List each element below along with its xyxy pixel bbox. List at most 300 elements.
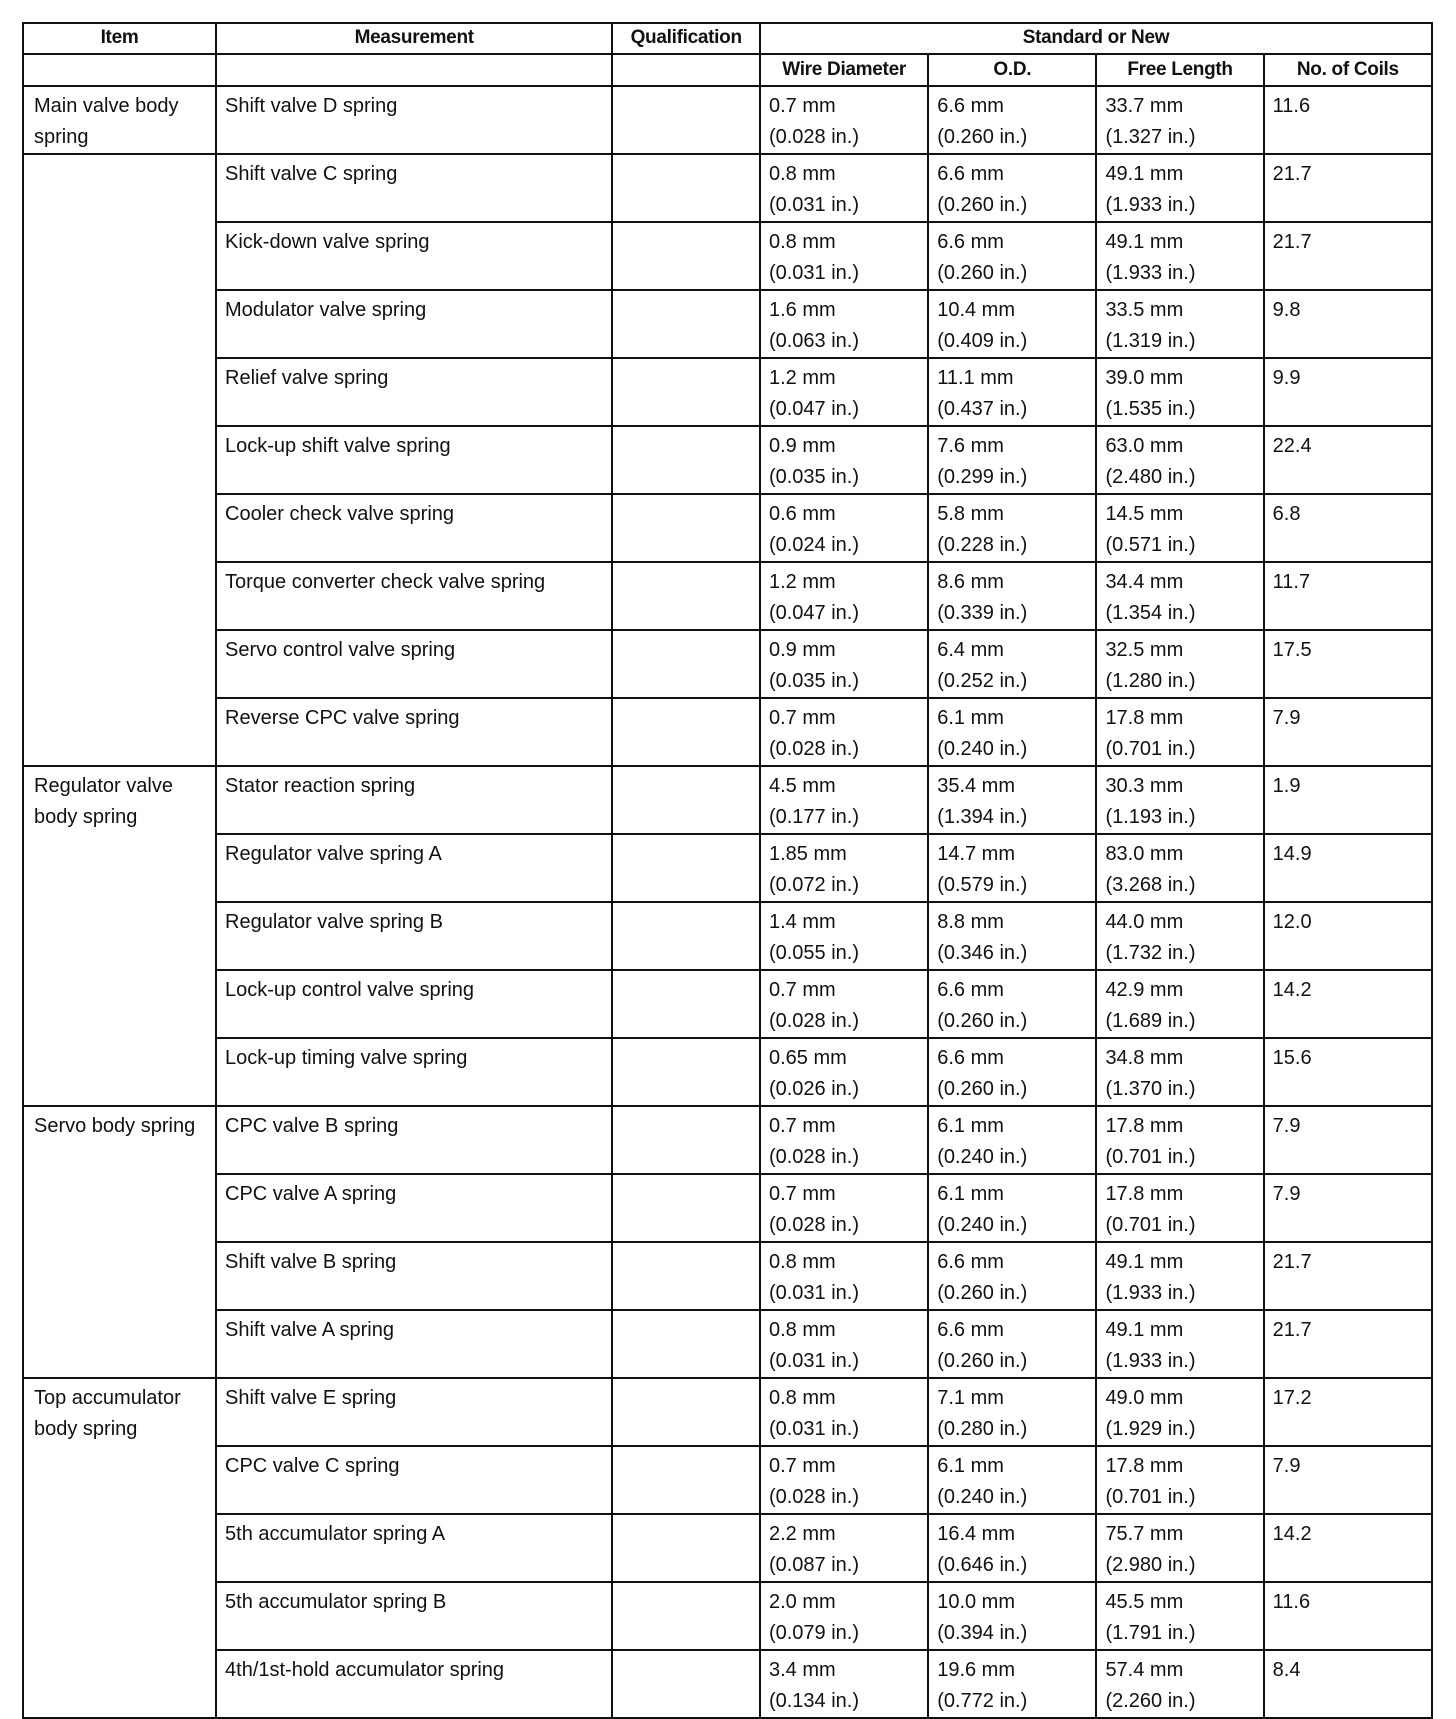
coils-cell [1264, 154, 1432, 222]
item-cell [23, 86, 216, 154]
qualification-cell [612, 630, 760, 698]
measurement-cell-value: CPC valve C spring [225, 1455, 400, 1477]
qualification-cell [612, 1038, 760, 1106]
table-row [23, 1582, 1432, 1650]
free-length-cell [1096, 1038, 1263, 1106]
wire-diameter-cell-value: (0.026 in.) [768, 1078, 860, 1100]
od-cell-value: (0.228 in.) [937, 534, 1028, 556]
measurement-cell-value: Modulator valve spring [225, 299, 427, 321]
wire-diameter-cell-value: 0.7 mm [768, 1183, 836, 1205]
od-cell [928, 290, 1096, 358]
measurement-cell-value: Cooler check valve spring [225, 503, 455, 525]
coils-cell-value: 22.4 [1272, 435, 1312, 457]
free-length-cell-value: 75.7 mm [1105, 1523, 1184, 1545]
od-cell [928, 1038, 1096, 1106]
free-length-cell-value: 49.1 mm [1105, 163, 1184, 185]
free-length-cell-value: 45.5 mm [1105, 1591, 1184, 1613]
table-row [23, 766, 1432, 834]
free-length-cell-value: (1.280 in.) [1105, 670, 1196, 692]
table-row [23, 1242, 1432, 1310]
od-cell-value: 6.1 mm [937, 1115, 1004, 1137]
measurement-cell-value: 4th/1st-hold accumulator spring [225, 1659, 505, 1681]
wire-diameter-cell-value: 1.85 mm [768, 843, 847, 865]
od-cell-value: (0.394 in.) [937, 1622, 1028, 1644]
table-row [23, 902, 1432, 970]
od-cell-value: 6.6 mm [937, 1319, 1004, 1341]
od-cell-value: (0.252 in.) [937, 670, 1028, 692]
subheader-empty [216, 54, 612, 86]
qualification-cell [612, 766, 760, 834]
od-cell-value: 6.6 mm [937, 231, 1004, 253]
coils-cell-value: 7.9 [1272, 707, 1301, 729]
od-cell [928, 834, 1096, 902]
table-row [23, 290, 1432, 358]
od-cell [928, 494, 1096, 562]
free-length-cell-value: (2.260 in.) [1105, 1690, 1196, 1712]
free-length-cell-value: (1.732 in.) [1105, 942, 1196, 964]
measurement-cell [216, 562, 612, 630]
wire-diameter-cell-value: 0.8 mm [768, 1251, 836, 1273]
od-cell-value: (0.299 in.) [937, 466, 1028, 488]
free-length-cell-value: (1.689 in.) [1105, 1010, 1196, 1032]
od-cell-value: (0.240 in.) [937, 1146, 1028, 1168]
qualification-cell [612, 154, 760, 222]
coils-cell-value: 14.9 [1272, 843, 1312, 865]
coils-cell [1264, 766, 1432, 834]
qualification-cell [612, 698, 760, 766]
wire-diameter-cell-value: (0.028 in.) [768, 1214, 860, 1236]
wire-diameter-cell-value: (0.031 in.) [768, 194, 860, 216]
coils-cell-value: 21.7 [1272, 231, 1312, 253]
od-cell-value: 16.4 mm [937, 1523, 1016, 1545]
free-length-cell [1096, 86, 1263, 154]
wire-diameter-cell-value: (0.047 in.) [768, 398, 860, 420]
qualification-cell [612, 834, 760, 902]
od-cell-value: (0.346 in.) [937, 942, 1028, 964]
free-length-cell-value: (1.933 in.) [1105, 194, 1196, 216]
item-cell [23, 766, 216, 1106]
table-row [23, 970, 1432, 1038]
free-length-cell [1096, 1650, 1263, 1718]
od-cell-value: (0.772 in.) [937, 1690, 1028, 1712]
od-cell-value: 10.0 mm [937, 1591, 1016, 1613]
wire-diameter-cell-value: (0.047 in.) [768, 602, 860, 624]
free-length-cell-value: 49.1 mm [1105, 231, 1184, 253]
wire-diameter-cell [760, 970, 928, 1038]
free-length-cell-value: 63.0 mm [1105, 435, 1184, 457]
coils-cell [1264, 1242, 1432, 1310]
free-length-cell-value: (1.933 in.) [1105, 1350, 1196, 1372]
free-length-cell [1096, 834, 1263, 902]
measurement-cell-value: Regulator valve spring B [225, 911, 443, 933]
coils-cell [1264, 1174, 1432, 1242]
od-cell-value: (0.240 in.) [937, 1214, 1028, 1236]
od-cell-value: 8.6 mm [937, 571, 1004, 593]
free-length-cell-value: 17.8 mm [1105, 1455, 1184, 1477]
coils-cell [1264, 358, 1432, 426]
subheader-empty [23, 54, 216, 86]
measurement-cell [216, 766, 612, 834]
wire-diameter-cell-value: (0.028 in.) [768, 1146, 860, 1168]
wire-diameter-cell-value: (0.134 in.) [768, 1690, 860, 1712]
od-cell-value: 6.6 mm [937, 1047, 1004, 1069]
od-cell-value: (0.260 in.) [937, 1078, 1028, 1100]
measurement-cell-value: 5th accumulator spring B [225, 1591, 447, 1613]
coils-cell-value: 11.7 [1272, 571, 1311, 593]
measurement-cell [216, 630, 612, 698]
free-length-cell-value: 49.1 mm [1105, 1319, 1184, 1341]
od-cell-value: 11.1 mm [937, 367, 1014, 389]
free-length-cell-value: 42.9 mm [1105, 979, 1184, 1001]
free-length-cell-value: (1.933 in.) [1105, 1282, 1196, 1304]
coils-cell-value: 11.6 [1272, 95, 1311, 117]
wire-diameter-cell-value: (0.072 in.) [768, 874, 860, 896]
coils-cell [1264, 1446, 1432, 1514]
measurement-cell [216, 1650, 612, 1718]
coils-cell-value: 6.8 [1272, 503, 1301, 525]
table-row [23, 698, 1432, 766]
wire-diameter-cell-value: (0.079 in.) [768, 1622, 860, 1644]
header-measurement: Measurement [216, 23, 612, 54]
od-cell [928, 562, 1096, 630]
od-cell [928, 86, 1096, 154]
coils-cell-value: 7.9 [1272, 1183, 1301, 1205]
od-cell-value: 7.6 mm [937, 435, 1004, 457]
free-length-cell [1096, 1582, 1263, 1650]
wire-diameter-cell-value: (0.035 in.) [768, 670, 860, 692]
free-length-cell-value: (1.193 in.) [1105, 806, 1196, 828]
free-length-cell-value: (1.319 in.) [1105, 330, 1196, 352]
free-length-cell-value: 34.4 mm [1105, 571, 1184, 593]
item-cell [23, 154, 216, 766]
coils-cell-value: 21.7 [1272, 1319, 1312, 1341]
table-row [23, 1378, 1432, 1446]
table-row [23, 630, 1432, 698]
od-cell-value: (0.409 in.) [937, 330, 1028, 352]
free-length-cell-value: (1.929 in.) [1105, 1418, 1196, 1440]
od-cell [928, 1514, 1096, 1582]
free-length-cell-value: (1.933 in.) [1105, 262, 1196, 284]
wire-diameter-cell [760, 1446, 928, 1514]
od-cell [928, 358, 1096, 426]
wire-diameter-cell-value: 0.8 mm [768, 163, 836, 185]
measurement-cell-value: Shift valve B spring [225, 1251, 397, 1273]
coils-cell-value: 8.4 [1272, 1659, 1301, 1681]
table-row [23, 1038, 1432, 1106]
measurement-cell [216, 698, 612, 766]
free-length-cell [1096, 970, 1263, 1038]
qualification-cell [612, 970, 760, 1038]
table-row [23, 562, 1432, 630]
qualification-cell [612, 358, 760, 426]
coils-cell [1264, 1514, 1432, 1582]
od-cell-value: (0.579 in.) [937, 874, 1028, 896]
od-cell-value: 6.6 mm [937, 163, 1004, 185]
qualification-cell [612, 1174, 760, 1242]
header-free-length: Free Length [1096, 54, 1263, 86]
od-cell-value: (0.260 in.) [937, 1350, 1028, 1372]
measurement-cell [216, 1378, 612, 1446]
coils-cell [1264, 222, 1432, 290]
coils-cell [1264, 698, 1432, 766]
item-label: Servo body spring [34, 1115, 196, 1137]
free-length-cell-value: 39.0 mm [1105, 367, 1184, 389]
wire-diameter-cell-value: (0.177 in.) [768, 806, 860, 828]
free-length-cell-value: 17.8 mm [1105, 1115, 1184, 1137]
coils-cell-value: 14.2 [1272, 1523, 1312, 1545]
free-length-cell [1096, 902, 1263, 970]
measurement-cell-value: Reverse CPC valve spring [225, 707, 460, 729]
wire-diameter-cell [760, 358, 928, 426]
table-row [23, 86, 1432, 154]
measurement-cell [216, 358, 612, 426]
qualification-cell [612, 1650, 760, 1718]
free-length-cell-value: 14.5 mm [1105, 503, 1184, 525]
measurement-cell-value: Lock-up timing valve spring [225, 1047, 468, 1069]
wire-diameter-cell [760, 1514, 928, 1582]
od-cell [928, 154, 1096, 222]
free-length-cell [1096, 630, 1263, 698]
wire-diameter-cell-value: 0.9 mm [768, 435, 836, 457]
wire-diameter-cell-value: 0.7 mm [768, 979, 836, 1001]
free-length-cell-value: (1.791 in.) [1105, 1622, 1196, 1644]
wire-diameter-cell [760, 86, 928, 154]
measurement-cell-value: Shift valve A spring [225, 1319, 394, 1341]
free-length-cell-value: (1.354 in.) [1105, 602, 1196, 624]
od-cell-value: (0.260 in.) [937, 126, 1028, 148]
od-cell [928, 1242, 1096, 1310]
qualification-cell [612, 426, 760, 494]
free-length-cell-value: (0.701 in.) [1105, 738, 1196, 760]
od-cell [928, 1174, 1096, 1242]
measurement-cell-value: Stator reaction spring [225, 775, 416, 797]
measurement-cell [216, 1446, 612, 1514]
measurement-cell-value: Servo control valve spring [225, 639, 456, 661]
coils-cell-value: 12.0 [1272, 911, 1312, 933]
od-cell-value: 6.1 mm [937, 707, 1004, 729]
od-cell-value: 6.6 mm [937, 979, 1004, 1001]
od-cell-value: 5.8 mm [937, 503, 1004, 525]
qualification-cell [612, 494, 760, 562]
qualification-cell [612, 1378, 760, 1446]
od-cell [928, 766, 1096, 834]
coils-cell-value: 14.2 [1272, 979, 1312, 1001]
coils-cell-value: 7.9 [1272, 1455, 1301, 1477]
wire-diameter-cell [760, 562, 928, 630]
item-cell [23, 1106, 216, 1378]
header-wire-diameter: Wire Diameter [760, 54, 928, 86]
od-cell-value: (0.646 in.) [937, 1554, 1028, 1576]
wire-diameter-cell-value: (0.031 in.) [768, 262, 860, 284]
free-length-cell-value: 49.1 mm [1105, 1251, 1184, 1273]
free-length-cell-value: 34.8 mm [1105, 1047, 1184, 1069]
od-cell-value: 6.1 mm [937, 1455, 1004, 1477]
measurement-cell-value: 5th accumulator spring A [225, 1523, 446, 1545]
subheader-row [23, 54, 1432, 86]
free-length-cell [1096, 290, 1263, 358]
wire-diameter-cell-value: (0.028 in.) [768, 738, 860, 760]
free-length-cell-value: 44.0 mm [1105, 911, 1184, 933]
wire-diameter-cell-value: (0.035 in.) [768, 466, 860, 488]
free-length-cell [1096, 562, 1263, 630]
wire-diameter-cell-value: 2.0 mm [768, 1591, 836, 1613]
header-coils: No. of Coils [1264, 54, 1432, 86]
measurement-cell [216, 834, 612, 902]
coils-cell [1264, 1106, 1432, 1174]
qualification-cell [612, 1514, 760, 1582]
table-row [23, 154, 1432, 222]
table-row [23, 1650, 1432, 1718]
wire-diameter-cell-value: 1.4 mm [768, 911, 836, 933]
free-length-cell-value: (1.370 in.) [1105, 1078, 1196, 1100]
measurement-cell-value: Kick-down valve spring [225, 231, 430, 253]
wire-diameter-cell-value: (0.031 in.) [768, 1282, 860, 1304]
free-length-cell [1096, 1446, 1263, 1514]
qualification-cell [612, 1106, 760, 1174]
wire-diameter-cell [760, 1378, 928, 1446]
coils-cell-value: 17.5 [1272, 639, 1312, 661]
od-cell-value: (0.260 in.) [937, 262, 1028, 284]
od-cell-value: (0.260 in.) [937, 1010, 1028, 1032]
wire-diameter-cell [760, 290, 928, 358]
wire-diameter-cell-value: 0.7 mm [768, 1115, 836, 1137]
wire-diameter-cell [760, 1174, 928, 1242]
measurement-cell [216, 970, 612, 1038]
wire-diameter-cell-value: 0.6 mm [768, 503, 836, 525]
coils-cell [1264, 1378, 1432, 1446]
table-row [23, 358, 1432, 426]
od-cell [928, 1582, 1096, 1650]
wire-diameter-cell-value: 0.65 mm [768, 1047, 847, 1069]
wire-diameter-cell [760, 834, 928, 902]
qualification-cell [612, 222, 760, 290]
od-cell-value: 6.6 mm [937, 1251, 1004, 1273]
od-cell [928, 698, 1096, 766]
wire-diameter-cell-value: 1.6 mm [768, 299, 836, 321]
wire-diameter-cell-value: 1.2 mm [768, 571, 836, 593]
table-row [23, 1106, 1432, 1174]
free-length-cell-value: 83.0 mm [1105, 843, 1184, 865]
wire-diameter-cell [760, 222, 928, 290]
od-cell-value: 8.8 mm [937, 911, 1004, 933]
measurement-cell [216, 1514, 612, 1582]
coils-cell [1264, 1650, 1432, 1718]
free-length-cell-value: 32.5 mm [1105, 639, 1184, 661]
spring-spec-table [22, 22, 1433, 1719]
free-length-cell-value: (2.480 in.) [1105, 466, 1196, 488]
free-length-cell [1096, 494, 1263, 562]
measurement-cell-value: CPC valve A spring [225, 1183, 397, 1205]
coils-cell [1264, 562, 1432, 630]
measurement-cell [216, 1242, 612, 1310]
measurement-cell [216, 426, 612, 494]
measurement-cell [216, 902, 612, 970]
wire-diameter-cell-value: 0.8 mm [768, 1319, 836, 1341]
measurement-cell [216, 1582, 612, 1650]
wire-diameter-cell [760, 1038, 928, 1106]
measurement-cell-value: Shift valve E spring [225, 1387, 397, 1409]
measurement-cell [216, 494, 612, 562]
item-label: Main valve body spring [34, 95, 179, 148]
od-cell-value: 19.6 mm [937, 1659, 1016, 1681]
wire-diameter-cell-value: (0.087 in.) [768, 1554, 860, 1576]
od-cell-value: (0.280 in.) [937, 1418, 1028, 1440]
coils-cell [1264, 86, 1432, 154]
od-cell-value: (1.394 in.) [937, 806, 1028, 828]
subheader-empty [612, 54, 760, 86]
qualification-cell [612, 1446, 760, 1514]
measurement-cell-value: Shift valve D spring [225, 95, 398, 117]
wire-diameter-cell-value: 0.9 mm [768, 639, 836, 661]
qualification-cell [612, 1242, 760, 1310]
table-row [23, 1310, 1432, 1378]
wire-diameter-cell-value: 0.8 mm [768, 1387, 836, 1409]
qualification-cell [612, 1582, 760, 1650]
table-row [23, 1174, 1432, 1242]
header-item: Item [23, 23, 216, 54]
table-row [23, 222, 1432, 290]
item-label [24, 155, 215, 159]
free-length-cell [1096, 358, 1263, 426]
free-length-cell-value: (0.701 in.) [1105, 1486, 1196, 1508]
wire-diameter-cell [760, 494, 928, 562]
wire-diameter-cell-value: 4.5 mm [768, 775, 836, 797]
free-length-cell-value: 49.0 mm [1105, 1387, 1184, 1409]
wire-diameter-cell-value: 0.7 mm [768, 95, 836, 117]
header-od: O.D. [928, 54, 1096, 86]
od-cell-value: (0.339 in.) [937, 602, 1028, 624]
od-cell [928, 1106, 1096, 1174]
measurement-cell [216, 1310, 612, 1378]
free-length-cell-value: (0.701 in.) [1105, 1214, 1196, 1236]
item-cell [23, 1378, 216, 1718]
free-length-cell [1096, 222, 1263, 290]
wire-diameter-cell [760, 698, 928, 766]
table-row [23, 1514, 1432, 1582]
coils-cell [1264, 834, 1432, 902]
od-cell-value: 6.1 mm [937, 1183, 1004, 1205]
wire-diameter-cell-value: (0.028 in.) [768, 1486, 860, 1508]
free-length-cell [1096, 1514, 1263, 1582]
qualification-cell [612, 290, 760, 358]
coils-cell [1264, 1582, 1432, 1650]
od-cell-value: 14.7 mm [937, 843, 1016, 865]
wire-diameter-cell-value: (0.028 in.) [768, 126, 860, 148]
measurement-cell [216, 1174, 612, 1242]
od-cell [928, 222, 1096, 290]
table-row [23, 1446, 1432, 1514]
table-body [23, 86, 1432, 1718]
wire-diameter-cell-value: (0.031 in.) [768, 1350, 860, 1372]
free-length-cell-value: (0.571 in.) [1105, 534, 1196, 556]
coils-cell-value: 1.9 [1272, 775, 1301, 797]
measurement-cell [216, 1038, 612, 1106]
measurement-cell [216, 222, 612, 290]
free-length-cell-value: 57.4 mm [1105, 1659, 1184, 1681]
measurement-cell-value: Relief valve spring [225, 367, 389, 389]
free-length-cell [1096, 1378, 1263, 1446]
free-length-cell [1096, 1310, 1263, 1378]
free-length-cell [1096, 766, 1263, 834]
free-length-cell-value: (1.327 in.) [1105, 126, 1196, 148]
coils-cell [1264, 290, 1432, 358]
coils-cell-value: 9.9 [1272, 367, 1301, 389]
od-cell [928, 902, 1096, 970]
coils-cell [1264, 970, 1432, 1038]
wire-diameter-cell-value: 0.7 mm [768, 1455, 836, 1477]
od-cell-value: 6.6 mm [937, 95, 1004, 117]
measurement-cell-value: Shift valve C spring [225, 163, 398, 185]
